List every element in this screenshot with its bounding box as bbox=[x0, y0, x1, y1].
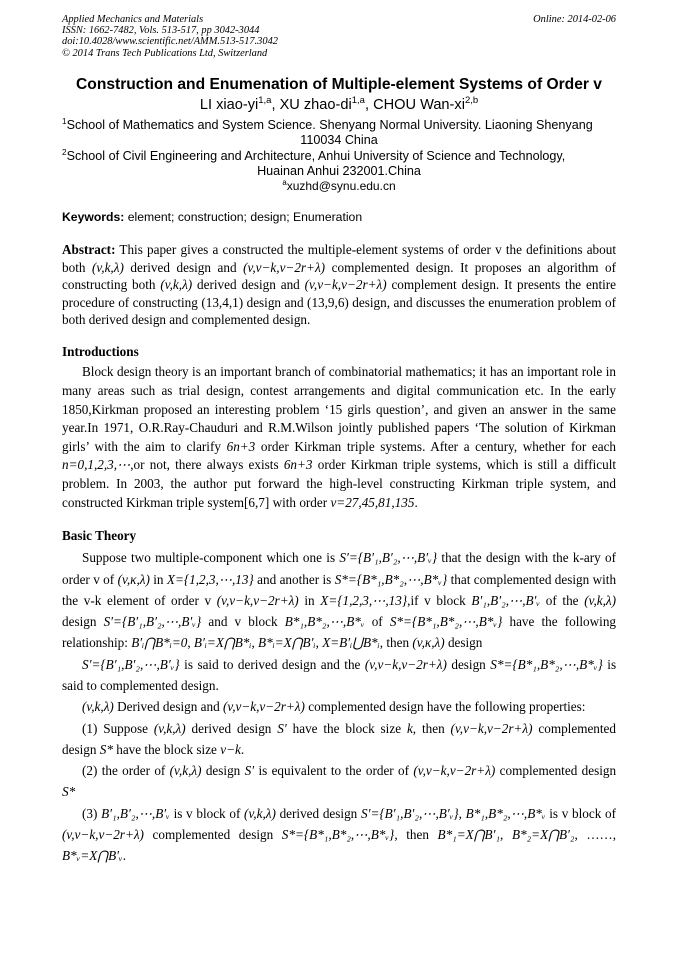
text: is said to complemented design. bbox=[62, 656, 617, 693]
math-expression: S* bbox=[99, 741, 113, 757]
text: complemented design bbox=[152, 827, 274, 843]
math-expression: X={1,2,3,⋯,13} bbox=[166, 571, 254, 587]
author-affiliation-mark: 1,a bbox=[351, 94, 365, 106]
text: that the design with the k-ary of order v of bbox=[62, 550, 617, 587]
text: . bbox=[414, 494, 418, 510]
math-expression: B*ᵢ=X⋂B′ᵢ bbox=[258, 635, 316, 651]
math-expression: B*₁=X⋂B′₁ bbox=[437, 827, 501, 843]
text: derived design bbox=[279, 805, 358, 821]
basic-theory-paragraph bbox=[62, 547, 616, 653]
math-expression: (13,4,1) bbox=[201, 294, 244, 310]
math-expression: S*={B*₁,B*₂,⋯,B*ᵥ} bbox=[334, 571, 448, 587]
text: design and bbox=[246, 294, 304, 310]
affiliation-1 bbox=[62, 118, 616, 149]
math-expression: B*ᵥ=X⋂B′ᵥ bbox=[62, 848, 123, 864]
text: in bbox=[153, 571, 164, 587]
online-date: Online: 2014-02-06 bbox=[533, 14, 616, 25]
text: complemented design have the following properties: bbox=[308, 699, 586, 715]
author-affiliation-mark: 1,a bbox=[258, 94, 272, 106]
math-expression: (v,v−k,v−2r+λ) bbox=[243, 259, 326, 275]
keywords-label: Keywords: bbox=[62, 210, 125, 225]
text: have the block size bbox=[292, 720, 402, 736]
math-expression: (v,κ,λ) bbox=[412, 635, 445, 651]
text: of the bbox=[545, 592, 579, 608]
math-expression: B*₁,B*₂,⋯,B*ᵥ bbox=[284, 614, 365, 630]
text: that complemented design with the v-k element of order v bbox=[62, 571, 617, 608]
text: This paper gives a constructed the multiple-element systems of order v the definitions about both bbox=[62, 242, 616, 275]
math-expression: (v,k,λ) bbox=[244, 805, 276, 821]
math-expression: (v,k,λ) bbox=[82, 699, 114, 715]
copyright-line: © 2014 Trans Tech Publications Ltd, Switzerland bbox=[62, 47, 268, 59]
math-expression: S′={B′₁,B′₂,⋯,B′ᵥ} bbox=[339, 550, 438, 566]
math-expression: (v,v−k,v−2r+λ) bbox=[216, 592, 299, 608]
text: derived design and bbox=[197, 277, 300, 293]
math-expression: 6n+3 bbox=[226, 438, 256, 454]
email-mark: a bbox=[282, 178, 287, 188]
math-expression: (v,k,λ) bbox=[153, 720, 186, 736]
affiliation-text: 110034 China bbox=[300, 133, 378, 148]
paper-title: Construction and Enumenation of Multiple-element Systems of Order v bbox=[76, 75, 602, 93]
abstract-label: Abstract: bbox=[62, 242, 116, 258]
math-expression: (v,k,λ) bbox=[584, 592, 617, 608]
keywords-text: element; construction; design; Enumeration bbox=[127, 210, 363, 225]
text: order Kirkman triple systems, which is still a difficult problem. In 2003, the author put forward the high-level constructing Kirkman triple system, and constructed Kirkman triple system[6,7] with order bbox=[62, 457, 617, 510]
text: in bbox=[304, 592, 315, 608]
section-heading-basic-theory: Basic Theory bbox=[62, 528, 137, 544]
affiliation-text: School of Civil Engineering and Architecture, Anhui University of Science and Technology, bbox=[66, 148, 566, 163]
text: design bbox=[205, 763, 241, 779]
math-expression: (v,k,λ) bbox=[160, 277, 193, 293]
math-expression: S*={B*₁,B*₂,⋯,B*ᵥ} bbox=[281, 827, 395, 843]
text: and another is bbox=[257, 571, 332, 587]
math-expression: S′={B′₁,B′₂,⋯,B′ᵥ} bbox=[103, 614, 202, 630]
text: complemented design bbox=[62, 720, 617, 757]
text: , ……, bbox=[574, 827, 617, 843]
math-expression: X=B′ᵢ⋃B*ᵢ bbox=[322, 635, 380, 651]
math-expression: 6n+3 bbox=[283, 457, 313, 473]
text: is said to derived design and the bbox=[184, 656, 361, 672]
math-expression: S′={B′₁,B′₂,⋯,B′ᵥ} bbox=[82, 656, 180, 672]
math-expression: B′₁,B′₂,⋯,B′ᵥ bbox=[101, 805, 170, 821]
math-expression: (v,k,λ) bbox=[169, 763, 202, 779]
text: is v block of bbox=[173, 805, 241, 821]
text: design bbox=[451, 656, 486, 672]
math-expression: (13,9,6) bbox=[307, 294, 349, 310]
introductions-paragraph bbox=[62, 363, 616, 512]
text: design bbox=[62, 614, 97, 630]
basic-theory-paragraph bbox=[62, 696, 616, 717]
text: Derived design and bbox=[117, 699, 220, 715]
author-name: CHOU Wan-xi bbox=[373, 96, 465, 113]
math-expression: S′ bbox=[277, 720, 287, 736]
text: , then bbox=[379, 635, 410, 651]
text: (2) the order of bbox=[82, 763, 166, 779]
paper-page bbox=[62, 14, 616, 867]
author-affiliation-mark: 2,b bbox=[464, 94, 479, 106]
text: (3) bbox=[82, 805, 98, 821]
math-expression: B′₁,B′₂,⋯,B′ᵥ bbox=[471, 592, 541, 608]
basic-theory-paragraph bbox=[62, 654, 616, 697]
text: , then bbox=[394, 827, 429, 843]
math-expression: S′={B′₁,B′₂,⋯,B′ᵥ} bbox=[360, 805, 459, 821]
text: derived design and bbox=[130, 259, 237, 275]
text: complement design. It presents the entire procedure of constructing bbox=[62, 277, 617, 310]
text: , bbox=[251, 635, 255, 651]
author-name: LI xiao-yi bbox=[199, 96, 259, 113]
text: is equivalent to the order of bbox=[258, 763, 410, 779]
math-expression: v−k bbox=[220, 741, 241, 757]
affiliation-mark: 2 bbox=[62, 147, 67, 157]
section-heading-introductions: Introductions bbox=[62, 344, 139, 360]
math-expression: S*={B*₁,B*₂,⋯,B*ᵥ} bbox=[389, 614, 503, 630]
author-list: LI xiao-yi$^{1,a}$, XU zhao-di$^{1,a}$, CHOU Wan-xi$^{2,b}$ bbox=[199, 94, 479, 113]
property-item bbox=[62, 718, 616, 761]
issn-line: ISSN: 1662-7482, Vols. 513-517, pp 3042-3044 bbox=[62, 25, 260, 37]
text: and v block bbox=[208, 614, 278, 630]
math-expression: (v,k,λ) bbox=[92, 259, 124, 275]
affiliation-text: Huainan Anhui 232001.China bbox=[257, 164, 421, 179]
math-expression: (v,v−k,v−2r+λ) bbox=[222, 699, 305, 715]
math-expression: B′ᵢ⋂B*ᵢ=0 bbox=[131, 635, 188, 651]
math-expression: (v,κ,λ) bbox=[117, 571, 150, 587]
math-expression: (v,v−k,v−2r+λ) bbox=[413, 763, 496, 779]
text: ,or not, there always exists bbox=[130, 457, 279, 473]
math-expression: v=27,45,81,135 bbox=[330, 494, 415, 510]
author-name: XU zhao-di bbox=[279, 96, 352, 113]
text: Suppose two multiple-component which one is bbox=[82, 550, 336, 566]
text: , then bbox=[412, 720, 445, 736]
text: design bbox=[447, 635, 483, 651]
affiliation-2 bbox=[62, 149, 616, 180]
math-expression: S* bbox=[62, 784, 76, 800]
text: , bbox=[187, 635, 191, 651]
text: (1) Suppose bbox=[82, 720, 148, 736]
math-expression: n=0,1,2,3,⋯ bbox=[62, 457, 131, 473]
property-item bbox=[62, 803, 616, 867]
text: ,if v block bbox=[407, 592, 466, 608]
math-expression: S′ bbox=[244, 763, 255, 779]
math-expression: (v,v−k,v−2r+λ) bbox=[62, 827, 144, 843]
journal-name: Applied Mechanics and Materials bbox=[62, 14, 204, 25]
text: of bbox=[371, 614, 383, 630]
text: derived design bbox=[191, 720, 272, 736]
text: . bbox=[240, 741, 245, 757]
keywords bbox=[62, 210, 616, 225]
property-item bbox=[62, 760, 616, 803]
contact-email bbox=[62, 179, 616, 194]
abstract bbox=[62, 241, 616, 328]
affiliation-text: School of Mathematics and System Science. Shenyang Normal University. Liaoning Shenyang bbox=[66, 117, 593, 132]
math-expression: (v,v−k,v−2r+λ) bbox=[450, 720, 533, 736]
math-expression: B*₁,B*₂,⋯,B*ᵥ bbox=[465, 805, 546, 821]
text: order Kirkman triple systems. After a century, whether for each bbox=[260, 438, 617, 454]
text: complemented design. It proposes an algorithm of constructing both bbox=[62, 259, 616, 293]
math-expression: B′ᵢ=X⋂B*ᵢ bbox=[193, 635, 252, 651]
text: , bbox=[500, 827, 504, 843]
math-expression: (v,v−k,v−2r+λ) bbox=[364, 656, 447, 672]
text: , bbox=[315, 635, 319, 651]
text: is v block of bbox=[549, 805, 617, 821]
math-expression: S*={B*₁,B*₂,⋯,B*ᵥ} bbox=[490, 656, 603, 672]
doi-line: doi:10.4028/www.scientific.net/AMM.513-517.3042 bbox=[62, 36, 278, 48]
text: Block design theory is an important branch of combinatorial mathematics; it has an important role in many areas such as trial design, contest arrangements and digital communication etc. In the early 1850,Kirkman proposed an interesting problem ‘15 girls question’, and given an answer in the same year.In 1971, O.R.Ray-Chauduri and R.M.Wilson jointly published papers ‘The solution of Kirkman girls’ with the aim to clarify bbox=[62, 364, 616, 454]
math-expression: (v,v−k,v−2r+λ) bbox=[304, 277, 387, 293]
email-text: xuzhd@synu.edu.cn bbox=[286, 179, 396, 194]
basic-theory-body bbox=[62, 547, 616, 866]
text: complemented design bbox=[499, 763, 617, 779]
text: , bbox=[458, 805, 462, 821]
math-expression: B*₂=X⋂B′₂ bbox=[511, 827, 575, 843]
text: design, and discusses the enumeration problem of both derived design and complemented design. bbox=[62, 294, 616, 328]
affiliation-mark: 1 bbox=[62, 116, 67, 126]
math-expression: k bbox=[406, 720, 413, 736]
math-expression: X={1,2,3,⋯,13} bbox=[320, 592, 408, 608]
text: . bbox=[122, 848, 127, 864]
text: have the following relationship: bbox=[62, 614, 617, 651]
journal-header bbox=[62, 14, 616, 59]
text: have the block size bbox=[116, 741, 217, 757]
